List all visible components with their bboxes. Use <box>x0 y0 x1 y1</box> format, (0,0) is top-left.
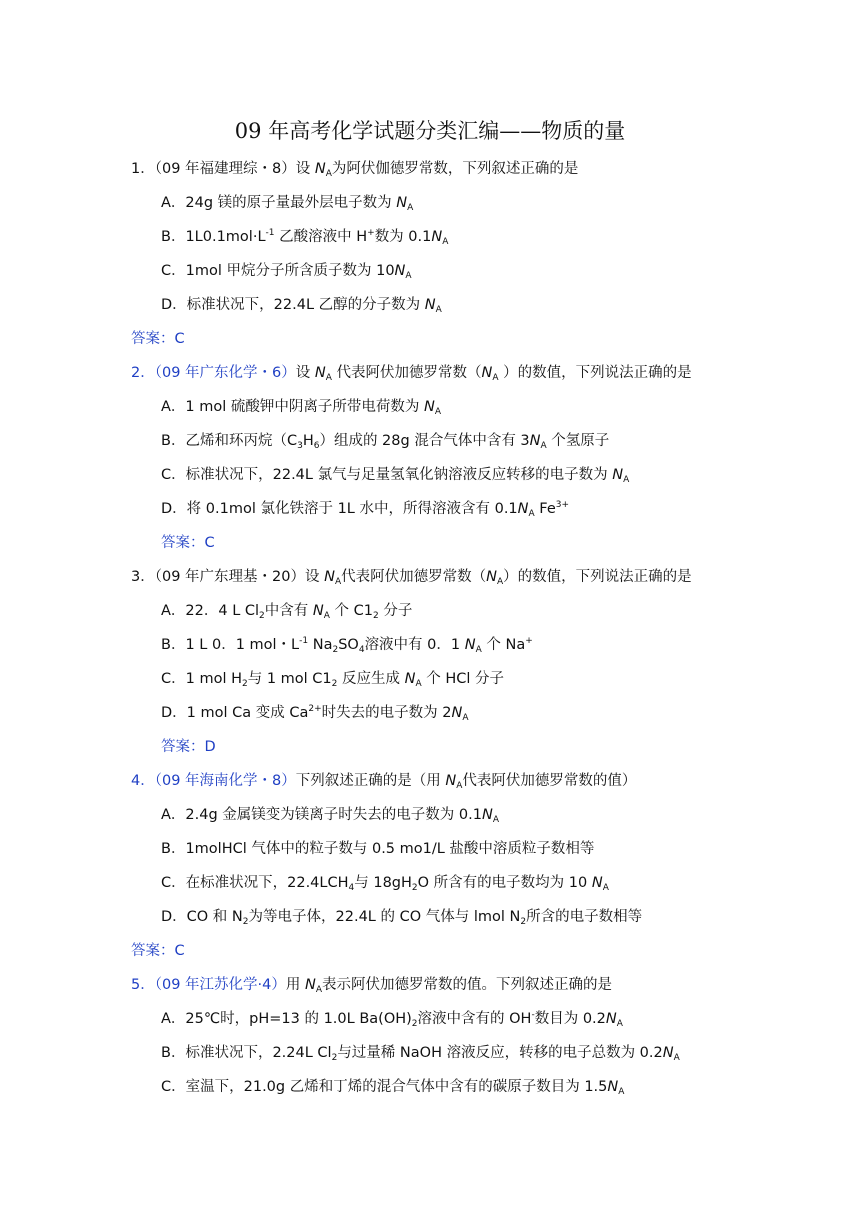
question-4-option-d: D．CO 和 $N_2$为等电子体，22.4L 的 CO 气体与 lmol $N_2$所含的电子数相等 <box>161 909 643 927</box>
question-3-option-c: C．1 mol $H_2$与 1 mol $C1_2$ 反应生成 $N_A$ 个 HCl 分子 <box>161 671 505 689</box>
question-1-stem: 1．（09 年福建理综・8）设 $N_A$为阿伏伽德罗常数，下列叙述正确的是 <box>131 161 579 179</box>
question-1-option-c: C．1mol 甲烷分子所含质子数为 $10N_A$ <box>161 263 412 281</box>
question-3-option-b: B．1 L 0．1 mol・$L^{-1}$ $Na_2SO_4$溶液中有 0．1 $N_A$ 个 Na+ <box>161 636 533 655</box>
question-4-stem: 4．（09 年海南化学・8）下列叙述正确的是（用 $N_A$代表阿伏加德罗常数的值） <box>131 773 637 791</box>
question-1-option-d: D．标准状况下，22.4L 乙醇的分子数为 $N_A$ <box>161 297 442 315</box>
question-4-option-b: B．1molHCl 气体中的粒子数与 0.5 mo1/L 盐酸中溶质粒子数相等 <box>161 841 595 857</box>
question-2-answer: 答案：C <box>161 535 215 551</box>
question-2-option-c: C．标准状况下，22.4L 氯气与足量氢氧化钠溶液反应转移的电子数为 $N_A$ <box>161 467 630 485</box>
question-2-stem: 2．（09 年广东化学・6）设 $N_A$ 代表阿伏加德罗常数（$N_A$ ）的数值，下列说法正确的是 <box>131 365 692 383</box>
question-5-option-a: A．25℃时，pH=13 的 1.0L $Ba(OH)_2$溶液中含有的 OH-数目为 $0.2N_A$ <box>161 1010 623 1029</box>
question-3-option-a: A．22．4 L $Cl_2$中含有 $N_A$ 个 $C1_2$ 分子 <box>161 603 413 621</box>
question-5-option-c: C．室温下，21.0g 乙烯和丁烯的混合气体中含有的碳原子数目为 $1.5N_A$ <box>161 1079 625 1097</box>
question-5-stem: 5．（09 年江苏化学·4）用 $N_A$表示阿伏加德罗常数的值。下列叙述正确的是 <box>131 977 613 995</box>
question-5-option-b: B．标准状况下，2.24L $Cl_2$与过量稀 NaOH 溶液反应，转移的电子总数为 $0.2N_A$ <box>161 1045 680 1063</box>
question-3-option-d: D．1 mol Ca 变成 $Ca^{2+}$时失去的电子数为 $2N_A$ <box>161 704 469 723</box>
question-2-option-a: A．1 mol 硫酸钾中阴离子所带电荷数为 $N_A$ <box>161 399 442 417</box>
question-4-answer: 答案：C <box>131 943 185 959</box>
question-1-option-b: B．$1L0.1mol\cdot L^{-1}$ 乙酸溶液中 H+数为 $0.1N_A$ <box>161 228 449 247</box>
question-3-answer: 答案：D <box>161 739 216 755</box>
question-4-option-c: C．在标准状况下，$22.4LCH_4$与 $18gH_2O$ 所含有的电子数均为 10 $N_A$ <box>161 875 609 893</box>
question-2-option-d: D．将 0.1mol 氯化铁溶于 1L 水中，所得溶液含有 $0.1N_A$ $Fe^{3+}$ <box>161 500 570 519</box>
question-1-answer: 答案：C <box>131 331 185 347</box>
question-1-option-a: A．24g 镁的原子量最外层电子数为 $N_A$ <box>161 195 414 213</box>
question-3-stem: 3．（09 年广东理基・20）设 $N_A$代表阿伏加德罗常数$(N_A)$的数值，下列说法正确的是 <box>131 569 692 587</box>
question-2-option-b: B．乙烯和环丙烷$(C_3H_6)$组成的 28g 混合气体中含有 $3N_A$ 个氢原子 <box>161 433 610 451</box>
question-4-option-a: A．2.4g 金属镁变为镁离子时失去的电子数为 $0.1N_A$ <box>161 807 499 825</box>
document-title: 09 年高考化学试题分类汇编——物质的量 <box>234 119 626 143</box>
